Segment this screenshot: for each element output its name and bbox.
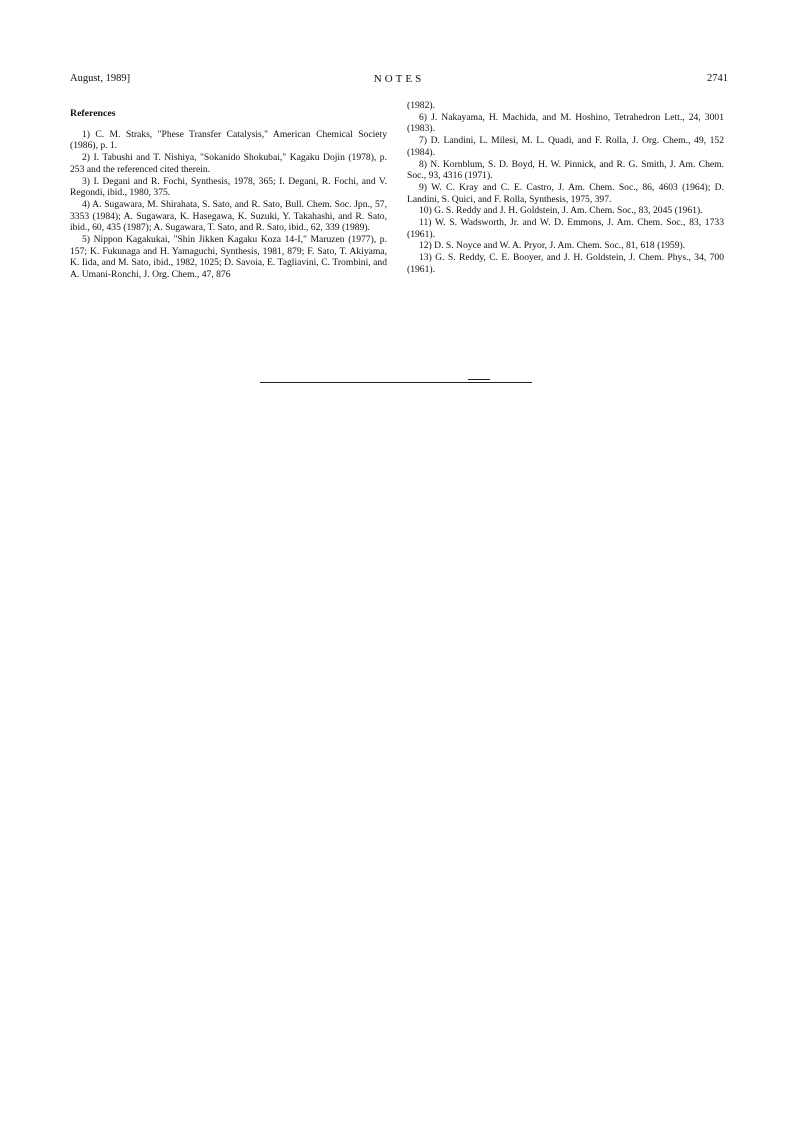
reference-7: 7) D. Landini, L. Milesi, M. L. Quadi, and F. Rolla, J. Org. Chem., 49, 152 (1984). [407, 135, 724, 158]
reference-5-continuation: (1982). [407, 100, 435, 111]
section-end-rule [260, 382, 532, 383]
header-page-number: 2741 [707, 73, 728, 84]
reference-13: 13) G. S. Reddy, C. E. Booyer, and J. H. Goldstein, J. Chem. Phys., 34, 700 (1961). [407, 252, 724, 275]
reference-5: 5) Nippon Kagakukai, "Shin Jikken Kagaku Koza 14-I," Maruzen (1977), p. 157; K. Fukunaga and H. Yamaguchi, Synthesis, 1981, 879; F. Sato, T. Akiyama, K. Iida, and M. Sato, ibid., 1982, 1025; D. Savoia, E. Tagliavini, C. Trombini, and A. Umani-Ronchi, J. Org. Chem., 47, 876 [70, 234, 387, 281]
right-column [407, 100, 724, 276]
reference-1: 1) C. M. Straks, "Phese Transfer Catalysis," American Chemical Society (1986), p. 1. [70, 128, 387, 152]
reference-10: 10) G. S. Reddy and J. H. Goldstein, J. Am. Chem. Soc., 83, 2045 (1961). [419, 205, 703, 217]
reference-4: 4) A. Sugawara, M. Shirahata, S. Sato, and R. Sato, Bull. Chem. Soc. Jpn., 57, 3353 (1984); A. Sugawara, K. Hasegawa, K. Suzuki, Y. Takahashi, and R. Sato, ibid., 60, 435 (1987); A. Sugawara, T. Sato, and R. Sato, ibid., 62, 339 (1989). [70, 198, 387, 234]
reference-6: 6) J. Nakayama, H. Machida, and M. Hoshino, Tetrahedron Lett., 24, 3001 (1983). [407, 111, 724, 135]
reference-2: 2) I. Tabushi and T. Nishiya, "Sokanido Shokubai," Kagaku Dojin (1978), p. 253 and the referenced cited therein. [70, 152, 387, 175]
reference-12: 12) D. S. Noyce and W. A. Pryor, J. Am. Chem. Soc., 81, 618 (1959). [419, 240, 686, 252]
left-column [70, 100, 387, 281]
reference-11: 11) W. S. Wadsworth, Jr. and W. D. Emmons, J. Am. Chem. Soc., 83, 1733 (1961). [407, 217, 724, 240]
header-journal-title: NOTES [373, 73, 425, 85]
reference-9: 9) W. C. Kray and C. E. Castro, J. Am. Chem. Soc., 86, 4603 (1964); D. Landini, S. Quici, and F. Rolla, Synthesis, 1975, 397. [407, 181, 724, 205]
page-header [70, 73, 728, 89]
section-end-rule-mark [468, 379, 490, 380]
reference-3: 3) I. Degani and R. Fochi, Synthesis, 1978, 365; I. Degani, R. Fochi, and V. Regondi, ibid., 1980, 375. [70, 175, 387, 199]
header-date: August, 1989] [70, 73, 131, 84]
references-heading: References [70, 108, 116, 119]
reference-8: 8) N. Kornblum, S. D. Boyd, H. W. Pinnick, and R. G. Smith, J. Am. Chem. Soc., 93, 4316 (1971). [407, 158, 724, 182]
